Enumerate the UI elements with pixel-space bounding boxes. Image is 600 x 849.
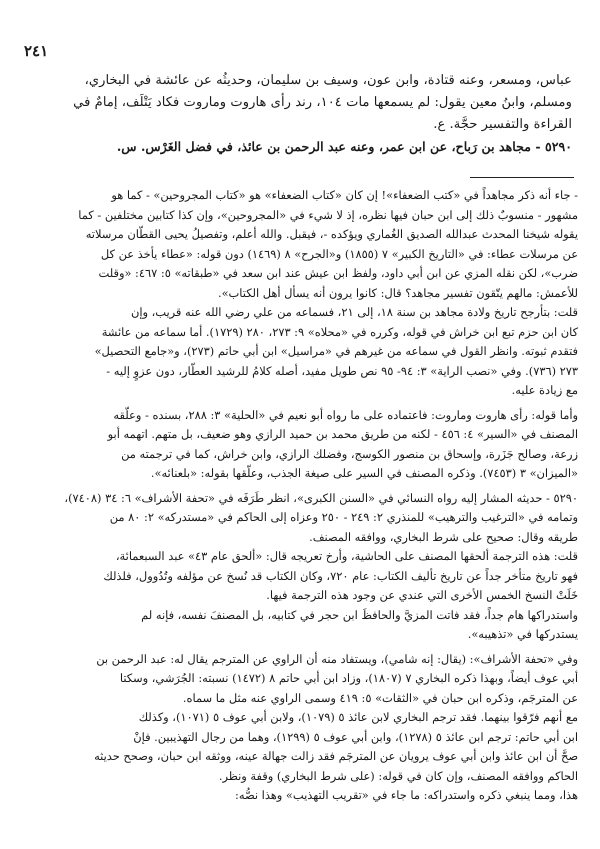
footnote-line: خَلَتْ النسخ الخمس الأخرى التي عندي عن وجود هذه الترجمة فيها.	[266, 588, 578, 602]
footnote-line: مع أنهم فرّقوا بينهما. فقد ترجم البخاري لابن عائذ ٥ (١٠٧٩)، ولابن أبي عوف ٥ (١٠٧١)، وكذلك	[138, 710, 578, 724]
footnote-line: وتمامه في «الترغيب والترهيب» للمنذري ٢: ٢٤٩ - ٢٥٠ وعزاه إلى الحاكم في «مستدركه» ٢: ٨٠ من	[109, 510, 578, 524]
main-line: القراءة والتفسير حجَّة. ع.	[433, 117, 572, 132]
footnote-line: للأعمش: مالهم يتّقون تفسير مجاهد؟ قال: كانوا يرون أنه يسأل أهل الكتاب».	[217, 285, 578, 300]
footnote-line: مع زيادة عليه.	[511, 383, 578, 397]
footnote-line: قلت: هذه الترجمة ألحقها المصنف على الحاشية، وأرخ تعريجه قال: «ألحق عام ٤٣» عبد السبعمائة،	[115, 549, 578, 563]
footnote-line: قلت: بتأرجح تاريخ ولادة مجاهد بن سنة ١٨، إلى ٢١، فسماعه من علي رضي الله عنه قريب، وإن	[130, 305, 578, 319]
footnote-separator	[470, 177, 574, 178]
footnote-line: ٢٧٣ (٧٣٦). وفي «نصب الراية» ٣: ٩٤- ٩٥ نص طويل مفيد، أصله كلامُ للرشيد العطّار، دون عزوٍ إليه -	[106, 363, 578, 378]
entry-5290: ٥٢٩٠ - مجاهد بن رَباح، عن ابن عمر، وعنه عبد الرحمن بن عائذ، في فضل الغَرْس. س.	[116, 139, 572, 154]
footnote-line: ابن أبي حاتم: ترجم ابن عائذ ٥ (١٢٧٨)، وابن أبي عوف ٥ (١٢٩٩)، وهما من رجال التهذيبين. فإنْ	[133, 729, 578, 744]
footnote-line: المصنف في «السير» ٤: ٤٥٦ - لكنه من طريق محمد بن حميد الرازي وهو ضعيف، بل متهم. اتهمه أبو	[107, 427, 578, 441]
footnote-line: يستدركها في «تذهيبه».	[467, 627, 578, 641]
footnote-line: صحَّ أن ابن عائذ وابن أبي عوف يرويان عن المترجَم فقد زالت جهالة عينه، ووثقه ابن حبان، وصحح حديثه	[94, 749, 578, 763]
page-number: ٢٤١	[24, 42, 49, 60]
footnote-line: طريقه وقال: صحيح على شرط البخاري، ووافقه المصنف.	[309, 529, 578, 544]
footnote-line: كان ابن حزم تبع ابن خراش في قوله، وكرره في «محلاه» ٩: ٢٧٣، ٢٨٠ (١٧٢٩). أما سماعه من عائشة	[101, 324, 578, 339]
footnote-line: يقوله شيخنا المحدث عبدالله الصديق الغُماري ويؤكده -، فيقبل. والله أعلم، وتفصيلُ يحيى القطّان مرسلاته	[85, 227, 578, 241]
footnote-line: هذا، ومما ينبغي ذكره واستدراكه: ما جاء في «تقريب التهذيب» وهذا نصُّه:	[235, 788, 578, 802]
main-line: عباس، ومسعر، وعنه قتادة، وابن عون، وسيف بن سليمان، وحديثُه عن عائشة في البخاري،	[84, 73, 572, 88]
footnote-line: «الميزان» ٣ (٧٤٥٣). وذكره المصنف في السير على صيغة الجذب، وعلّقها بقوله: «بلعنائه».	[150, 466, 578, 480]
footnote-line: عن مرسلات عطاء: في «التاريخ الكبير» ٧ (١٨٥٥) و«الجرح» ٨ (١٤٦٩) دون قوله: «عطاء يأخذ عن كل	[100, 246, 578, 261]
footnote-line: الحاكم ووافقه المصنف، وإن كان في قوله: (على شرط البخاري) وقفة ونظر.	[218, 768, 578, 783]
footnote-line: وفي «تحفة الأشراف»: (يقال: إنه شامي)، ويستفاد منه أن الراوي عن المترجم يقال له: عبد الرحمن بن	[96, 651, 578, 666]
footnote-line: وأما قوله: رأى هاروت وماروت: فاعتماده على ما رواه أبو نعيم في «الحلية» ٣: ٢٨٨، بسنده - وعلّقه	[113, 407, 578, 422]
footnote-line: فتقدم ثبوته. وانظر القول في سماعه من غيرهم في «مراسيل» ابن أبي حاتم (٢٧٣)، و«جامع التحصيل»	[94, 344, 578, 358]
footnotes	[20, 186, 578, 806]
footnote-line: ضرب»، لكن نقله المزي عن ابن أبي داود، ولفظ ابن عيش عند ابن سعد في «طبقاته» ٥: ٤٦٧: «وقلت	[98, 266, 578, 280]
footnote-line: عن المترجَم، وذكره ابن حبان في «الثقات» ٥: ٤١٩ وسمى الراوي عنه مثل ما سماه.	[182, 690, 578, 705]
footnote-line: مشهور - منسوبٌ ذلك إلى ابن حبان فيها نظره، إذ لا شيء في «المجروحين»، وإن كذا كتابين مختلفين - كما	[78, 207, 578, 222]
main-text	[20, 70, 572, 158]
footnote-line: فهو تاريخ متأخر جداً عن تاريخ تأليف الكتاب: عام ٧٢٠، وكان الكتاب قد نُسخ عن مؤلفه وتُدُوول، فلذلك	[103, 568, 578, 583]
footnote-line: - جاء أنه ذكر مجاهداً في «كتب الضعفاء»! إن كان «كتاب الضعفاء» هو «كتاب المجروحين» - كما هو	[111, 188, 578, 202]
footnote-line: زرعة، وصالح جَزَرة، وإسحاق بن منصور الكوسج، وفضلك الرازي، وابن خراش، كما في ترجمته من	[121, 446, 578, 461]
footnote-line: ٥٢٩٠ - حديثه المشار إليه رواه النسائي في «السنن الكبرى»، انظر طَرَفَه في «تحفة الأشراف» ٦: ٣٤ (٧٤٠٨)،	[64, 490, 578, 505]
footnote-line: أبي عوف أيضاً، وبهذا ذكره البخاري ٧ (١٨٠٧)، وزاد ابن أبي حاتم ٨ (١٤٧٢) نسبته: الجُرَشي، وسكتا	[119, 671, 578, 685]
main-line: ومسلم، وابنُ معين يقول: لم يسمعها مات ١٠٤، رند رأى هاروت وماروت فكاد يَتْلَف، إمامٌ في	[73, 95, 572, 110]
footnote-line: واستدراكها هام جداً، فقد فاتت المزيَّ والحافظَ ابن حجر في كتابيه، بل المصنفَ نفسه، فإنه لم	[141, 607, 578, 622]
